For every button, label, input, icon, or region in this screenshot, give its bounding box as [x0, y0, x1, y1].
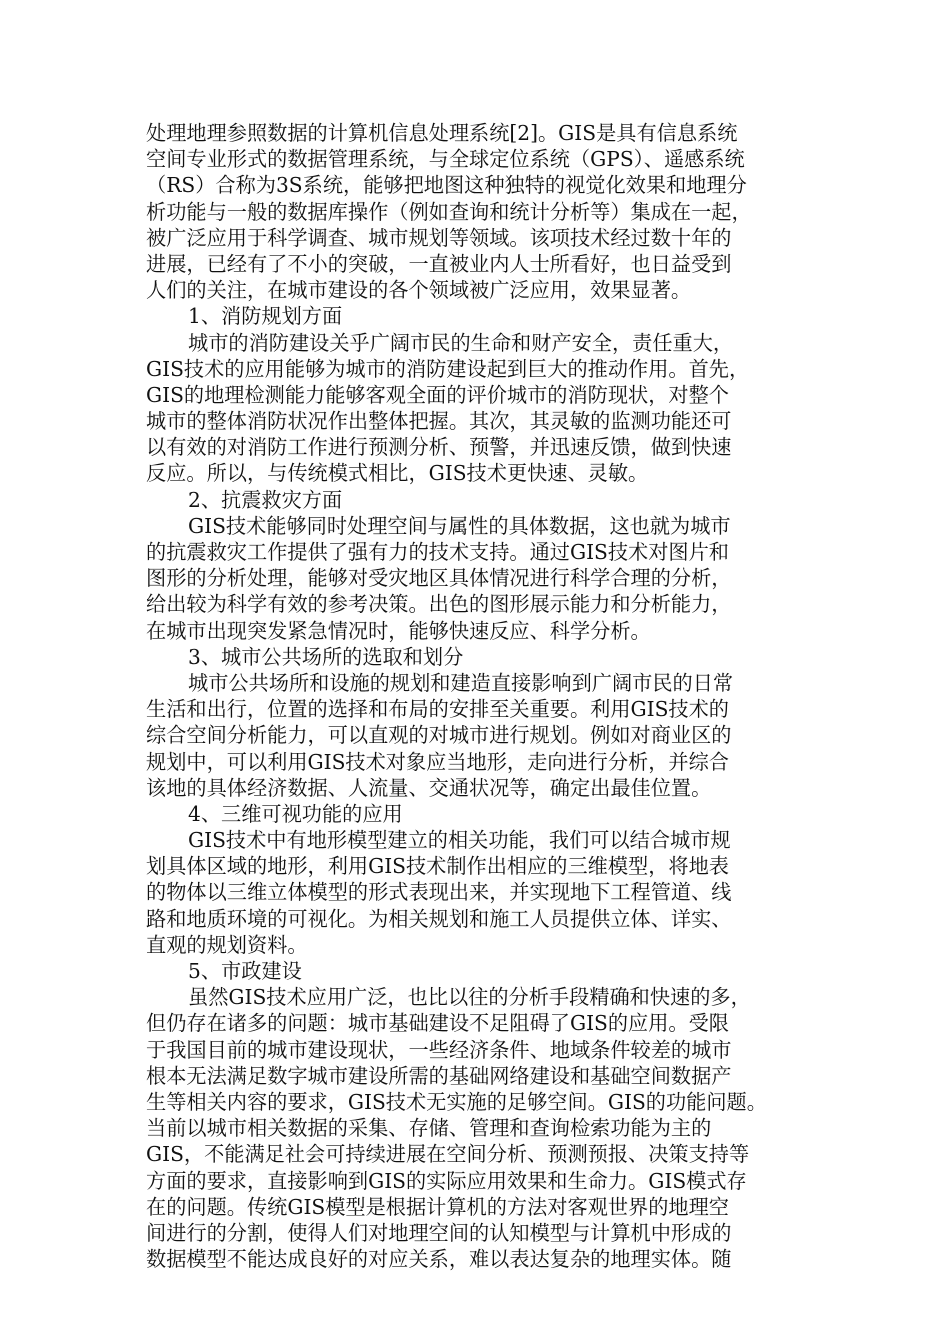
text-line: 当前以城市相关数据的采集、存储、管理和查询检索功能为主的 [146, 1116, 712, 1141]
text-line: 间进行的分割，使得人们对地理空间的认知模型与计算机中形成的 [146, 1220, 732, 1245]
text-line: 给出较为科学有效的参考决策。出色的图形展示能力和分析能力， [146, 592, 732, 617]
paragraph-first-line: 2、抗震救灾方面 [188, 487, 343, 512]
text-line: 的抗震救灾工作提供了强有力的技术支持。通过GIS技术对图片和 [146, 540, 729, 564]
text-line: 反应。所以，与传统模式相比，GIS技术更快速、灵敏。 [146, 461, 649, 486]
text-line: GIS技术的应用能够为城市的消防建设起到巨大的推动作用。首先， [146, 356, 750, 381]
text-line: 在的问题。传统GIS模型是根据计算机的方法对客观世界的地理空 [146, 1194, 729, 1219]
text-line: 析功能与一般的数据库操作（例如查询和统计分析等）集成在一起， [146, 199, 752, 224]
paragraph-first-line: 城市公共场所和设施的规划和建造直接影响到广阔市民的日常 [188, 670, 734, 695]
text-line: 以有效的对消防工作进行预测分析、预警，并迅速反馈，做到快速 [146, 435, 732, 460]
text-line: （RS）合称为3S系统，能够把地图这种独特的视觉化效果和地理分 [146, 173, 747, 198]
text-line: 划具体区域的地形，利用GIS技术制作出相应的三维模型，将地表 [146, 854, 729, 879]
text-line: 规划中，可以利用GIS技术对象应当地形，走向进行分析，并综合 [146, 749, 729, 774]
text-line: 城市的整体消防状况作出整体把握。其次，其灵敏的监测功能还可 [146, 409, 732, 434]
text-line: GIS，不能满足社会可持续进展在空间分析、预测预报、决策支持等 [146, 1142, 750, 1167]
document-body [146, 120, 814, 1272]
text-line: 空间专业形式的数据管理系统，与全球定位系统（GPS）、遥感系统 [146, 147, 745, 172]
text-line: 图形的分析处理，能够对受灾地区具体情况进行科学合理的分析， [146, 566, 732, 591]
text-line: 直观的规划资料。 [146, 932, 308, 957]
paragraph-first-line: 1、消防规划方面 [188, 304, 343, 329]
text-line: 的物体以三维立体模型的形式表现出来，并实现地下工程管道、线 [146, 880, 732, 905]
text-line: 进展，已经有了不小的突破，一直被业内人士所看好，也日益受到 [146, 251, 732, 276]
text-line: 综合空间分析能力，可以直观的对城市进行规划。例如对商业区的 [146, 723, 732, 748]
paragraph-first-line: 4、三维可视功能的应用 [188, 801, 403, 826]
text-line: 但仍存在诸多的问题：城市基础建设不足阻碍了GIS的应用。受限 [146, 1011, 729, 1036]
paragraph-first-line: GIS技术能够同时处理空间与属性的具体数据，这也就为城市 [188, 513, 731, 538]
paragraph-first-line: GIS技术中有地形模型建立的相关功能，我们可以结合城市规 [188, 828, 731, 853]
text-line: GIS的地理检测能力能够客观全面的评价城市的消防现状，对整个 [146, 382, 729, 407]
text-line: 人们的关注，在城市建设的各个领域被广泛应用，效果显著。 [146, 278, 692, 303]
paragraph-first-line: 5、市政建设 [188, 959, 302, 983]
text-line: 生等相关内容的要求，GIS技术无实施的足够空间。GIS的功能问题。 [146, 1089, 767, 1114]
paragraph-first-line: 3、城市公共场所的选取和划分 [188, 644, 464, 669]
paragraph-first-line: 城市的消防建设关乎广阔市民的生命和财产安全，责任重大， [188, 330, 734, 355]
text-line: 在城市出现突发紧急情况时，能够快速反应、科学分析。 [146, 618, 651, 643]
text-line: 数据模型不能达成良好的对应关系，难以表达复杂的地理实体。随 [146, 1247, 732, 1272]
text-line: 处理地理参照数据的计算机信息处理系统[2]。GIS是具有信息系统 [146, 121, 738, 145]
text-line: 根本无法满足数字城市建设所需的基础网络建设和基础空间数据产 [146, 1063, 732, 1088]
text-line: 于我国目前的城市建设现状，一些经济条件、地域条件较差的城市 [146, 1037, 732, 1062]
text-line: 路和地质环境的可视化。为相关规划和施工人员提供立体、详实、 [146, 906, 732, 931]
text-line: 生活和出行，位置的选择和布局的安排至关重要。利用GIS技术的 [146, 697, 729, 722]
text-line: 方面的要求，直接影响到GIS的实际应用效果和生命力。GIS模式存 [146, 1168, 747, 1193]
text-line: 该地的具体经济数据、人流量、交通状况等，确定出最佳位置。 [146, 775, 712, 800]
text-line: 被广泛应用于科学调查、城市规划等领域。该项技术经过数十年的 [146, 225, 732, 250]
paragraph-first-line: 虽然GIS技术应用广泛，也比以往的分析手段精确和快速的多， [188, 985, 751, 1010]
